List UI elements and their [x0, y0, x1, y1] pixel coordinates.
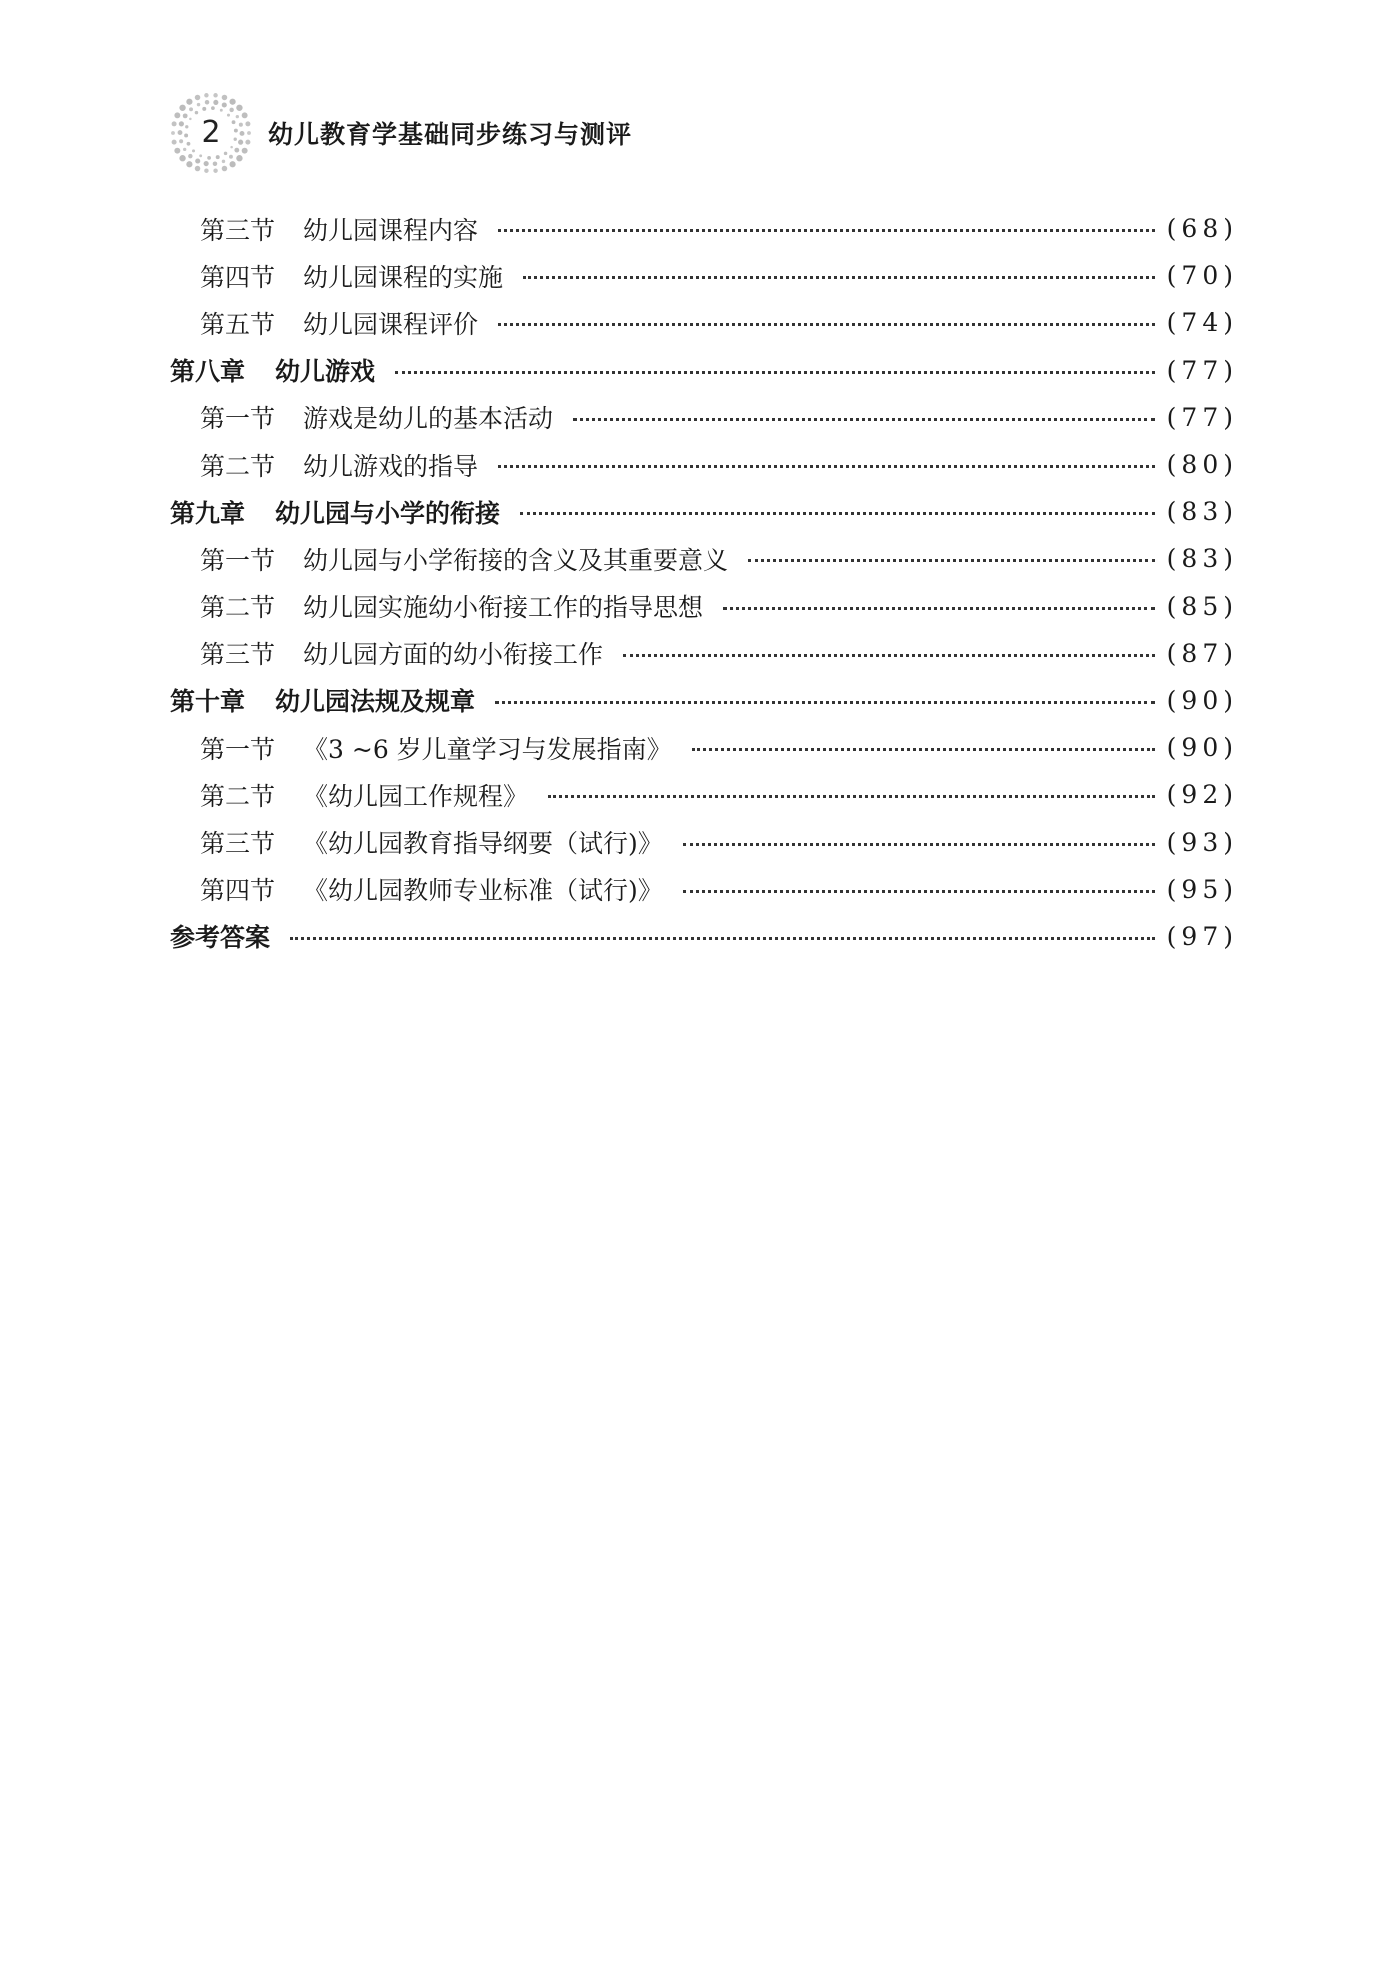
toc-entry-label: 第二节 — [200, 451, 276, 481]
toc-entry-label: 第三节 — [200, 829, 276, 859]
toc-section-entry — [170, 583, 1238, 630]
toc-section-entry — [170, 771, 1238, 818]
toc-section-entry — [170, 630, 1238, 677]
toc-entry-page: (92) — [1166, 780, 1238, 810]
toc-entry-title: 幼儿园法规及规章 — [275, 687, 476, 717]
toc-entry-title: 幼儿游戏 — [275, 357, 376, 387]
toc-entry-label: 第一节 — [200, 404, 276, 434]
toc-entry-label: 参考答案 — [170, 923, 271, 953]
toc-dot-leader — [498, 323, 1155, 326]
toc-entry-title: 幼儿园与小学的衔接 — [275, 498, 501, 528]
toc-section-entry — [170, 441, 1238, 488]
toc-chapter-entry — [170, 913, 1238, 960]
toc-entry-page: (77) — [1166, 402, 1238, 432]
toc-entry-title: 幼儿园课程内容 — [303, 215, 479, 245]
toc-dot-leader — [523, 276, 1155, 279]
toc-entry-page: (77) — [1166, 355, 1238, 385]
toc-entry-label: 第十章 — [170, 687, 246, 717]
toc-entry-label: 第四节 — [200, 876, 276, 906]
toc-section-entry — [170, 535, 1238, 582]
toc-section-entry — [170, 205, 1238, 252]
toc-chapter-entry — [170, 677, 1238, 724]
toc-entry-page: (83) — [1166, 544, 1238, 574]
toc-entry-label: 第八章 — [170, 357, 246, 387]
toc-entry-label: 第二节 — [200, 593, 276, 623]
toc-section-entry — [170, 252, 1238, 299]
toc-entry-title: 幼儿园课程评价 — [303, 309, 479, 339]
toc-entry-page: (83) — [1166, 497, 1238, 527]
toc-entry-title: 《幼儿园工作规程》 — [303, 781, 529, 811]
toc-dot-leader — [290, 937, 1155, 940]
toc-dot-leader — [723, 607, 1155, 610]
toc-dot-leader — [692, 748, 1155, 751]
toc-entry-title: 幼儿园课程的实施 — [303, 262, 504, 292]
toc-section-entry — [170, 866, 1238, 913]
toc-entry-title: 幼儿园方面的幼小衔接工作 — [303, 640, 604, 670]
page-header — [168, 88, 632, 178]
toc-entry-title: 幼儿游戏的指导 — [303, 451, 479, 481]
toc-chapter-entry — [170, 347, 1238, 394]
toc-dot-leader — [683, 843, 1155, 846]
page-number: 2 — [201, 115, 221, 150]
toc-entry-label: 第三节 — [200, 215, 276, 245]
table-of-contents — [170, 205, 1238, 960]
book-title: 幼儿教育学基础同步练习与测评 — [268, 120, 633, 149]
toc-dot-leader — [498, 229, 1155, 232]
toc-entry-page: (70) — [1166, 261, 1238, 291]
toc-entry-title: 《幼儿园教师专业标准（试行)》 — [303, 876, 663, 906]
toc-entry-page: (85) — [1166, 591, 1238, 621]
toc-entry-page: (74) — [1166, 308, 1238, 338]
toc-entry-title: 《幼儿园教育指导纲要（试行)》 — [303, 829, 663, 859]
toc-entry-page: (93) — [1166, 827, 1238, 857]
toc-dot-leader — [623, 654, 1155, 657]
toc-entry-label: 第一节 — [200, 545, 276, 575]
toc-dot-leader — [573, 418, 1155, 421]
toc-dot-leader — [520, 512, 1155, 515]
toc-entry-title: 幼儿园实施幼小衔接工作的指导思想 — [303, 593, 704, 623]
toc-entry-title: 《3 ~6 岁儿童学习与发展指南》 — [303, 734, 672, 764]
toc-entry-label: 第一节 — [200, 734, 276, 764]
toc-dot-leader — [495, 701, 1155, 704]
toc-dot-leader — [683, 890, 1155, 893]
toc-entry-label: 第二节 — [200, 781, 276, 811]
toc-entry-label: 第五节 — [200, 309, 276, 339]
toc-section-entry — [170, 299, 1238, 346]
toc-entry-label: 第九章 — [170, 498, 246, 528]
toc-dot-leader — [498, 465, 1155, 468]
toc-entry-page: (97) — [1166, 921, 1238, 951]
toc-entry-page: (90) — [1166, 733, 1238, 763]
toc-chapter-entry — [170, 488, 1238, 535]
toc-entry-title: 幼儿园与小学衔接的含义及其重要意义 — [303, 545, 729, 575]
toc-entry-page: (95) — [1166, 874, 1238, 904]
toc-section-entry — [170, 818, 1238, 865]
toc-dot-leader — [548, 795, 1155, 798]
toc-entry-page: (90) — [1166, 685, 1238, 715]
toc-entry-label: 第三节 — [200, 640, 276, 670]
toc-entry-page: (68) — [1166, 214, 1238, 244]
toc-entry-label: 第四节 — [200, 262, 276, 292]
toc-dot-leader — [748, 559, 1155, 562]
toc-entry-title: 游戏是幼儿的基本活动 — [303, 404, 554, 434]
toc-entry-page: (87) — [1166, 638, 1238, 668]
toc-entry-page: (80) — [1166, 450, 1238, 480]
page-number-badge — [168, 90, 254, 176]
toc-section-entry — [170, 724, 1238, 771]
toc-section-entry — [170, 394, 1238, 441]
toc-dot-leader — [395, 371, 1155, 374]
